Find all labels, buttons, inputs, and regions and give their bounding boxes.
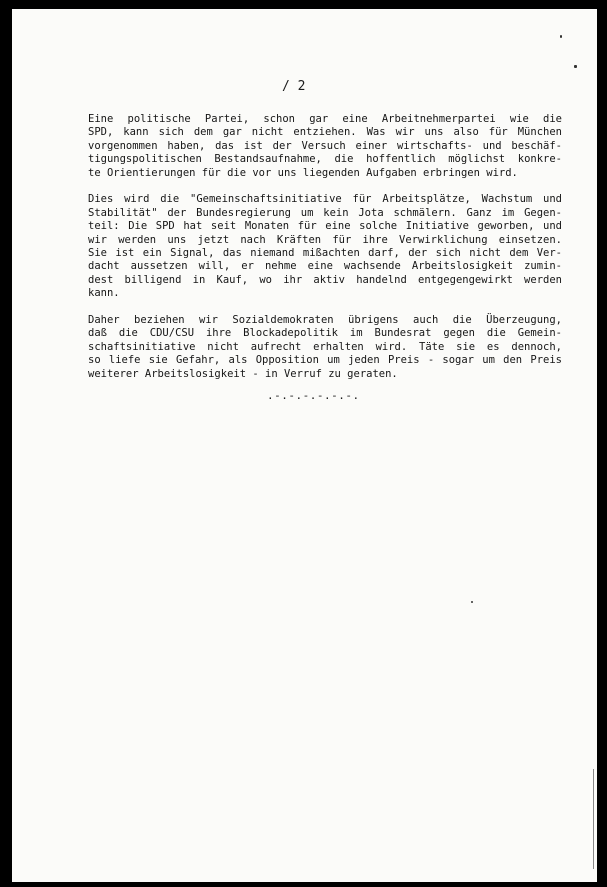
scan-speck (560, 35, 562, 38)
text-line: dacht aussetzen will, er nehme eine wachsende Arbeitslosigkeit zumin- (88, 260, 562, 273)
text-line: Sie ist ein Signal, das niemand mißachten darf, der sich nicht dem Ver- (88, 247, 562, 260)
text-line: Daher beziehen wir Sozialdemokraten übrigens auch die Überzeugung, (88, 314, 562, 327)
text-line: Stabilität" der Bundesregierung um kein Jota schmälern. Ganz im Gegen- (88, 206, 562, 219)
scan-speck (574, 65, 577, 68)
paragraph (88, 193, 562, 300)
text-line: SPD, kann sich dem gar nicht entziehen. Was wir uns also für München (88, 126, 562, 139)
text-line: teil: Die SPD hat seit Monaten für eine solche Initiative geworben, und (88, 220, 562, 233)
paragraph (88, 314, 562, 381)
text-line: tigungspolitischen Bestandsaufnahme, die hoffentlich möglichst konkre- (88, 153, 562, 166)
body-text (88, 113, 562, 394)
text-line: Dies wird die "Gemeinschaftsinitiative für Arbeitsplätze, Wachstum und (88, 193, 562, 206)
text-line: schaftsinitiative nicht aufrecht erhalten wird. Täte sie es dennoch, (88, 340, 562, 353)
paragraph (88, 113, 562, 180)
text-line: te Orientierungen für die vor uns liegenden Aufgaben erbringen wird. (88, 166, 518, 179)
text-line: dest billigend in Kauf, wo ihr aktiv handelnd entgegengewirkt werden (88, 273, 562, 286)
text-line: weiterer Arbeitslosigkeit - in Verruf zu geraten. (88, 367, 398, 380)
scan-speck (471, 601, 473, 603)
text-line: so liefe sie Gefahr, als Opposition um jeden Preis - sogar um den Preis (88, 354, 562, 367)
scan-edge (593, 769, 594, 869)
text-line: vorgenommen haben, das ist der Versuch einer wirtschafts- und beschäf- (88, 139, 562, 152)
document-page (12, 9, 597, 882)
text-line: wir werden uns jetzt nach Kräften für ihre Verwirklichung einsetzen. (88, 233, 562, 246)
text-line: Eine politische Partei, schon gar eine Arbeitnehmerpartei wie die (88, 113, 562, 125)
end-mark: .-.-.-.-.-.-. (267, 389, 360, 402)
text-line: daß die CDU/CSU ihre Blockadepolitik im Bundesrat gegen die Gemein- (88, 327, 562, 340)
text-line: kann. (88, 287, 120, 300)
page-number: / 2 (282, 79, 306, 94)
